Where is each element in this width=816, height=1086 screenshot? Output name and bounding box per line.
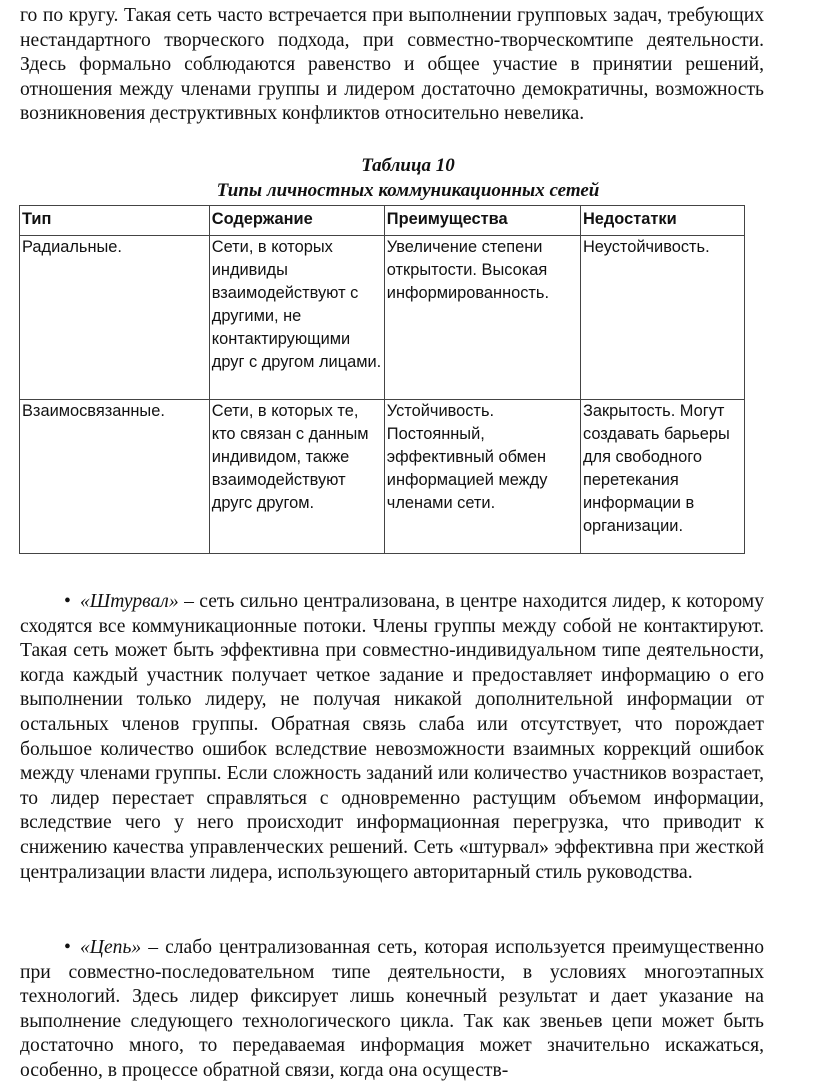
- bullet-text: – слабо централизованная сеть, которая используется преимущественно при совместно-последовательном типе деятельности, в условиях многоэтапных технологий. Здесь лидер фиксирует лишь конечный результат и дает указание на выполнение следующего технологического цикла. Так как звеньев цепи может быть достаточно много, то передаваемая информация может значительно искажаться, особенно, в процессе обратной связи, когда она осуществ-: [20, 937, 764, 1081]
- table-row: [20, 236, 745, 400]
- header-advantages: Преимущества: [384, 206, 580, 236]
- cell-disadvantages: Закрытость. Могут создавать барьеры для свободного перетекания информации в организации.: [580, 400, 744, 554]
- table-header-row: [20, 206, 745, 236]
- cell-advantages: Увеличение степени открытости. Высокая информированность.: [384, 236, 580, 400]
- bullet-term: «Цепь»: [80, 937, 142, 958]
- header-content: Содержание: [209, 206, 384, 236]
- bullet-item-shturval: [20, 590, 764, 885]
- table-number: Таблица 10: [361, 155, 455, 176]
- bullet-item-chain: [20, 936, 764, 1084]
- bullet-marker: •: [64, 591, 71, 612]
- header-disadvantages: Недостатки: [580, 206, 744, 236]
- table-row: [20, 400, 745, 554]
- cell-type: Радиальные.: [20, 236, 210, 400]
- intro-paragraph: го по кругу. Такая сеть часто встречается при выполнении групповых задач, требующих нестандартного творческого подхода, при совместно-творческомтипе деятельности. Здесь формально соблюдаются равенство и общее участие в принятии решений, отношения между членами группы и лидером достаточно демократичны, возможность возникновения деструктивных конфликтов относительно невелика.: [20, 5, 764, 125]
- cell-type: Взаимосвязанные.: [20, 400, 210, 554]
- header-type: Тип: [20, 206, 210, 236]
- table-title: Типы личностных коммуникационных сетей: [216, 180, 600, 201]
- communication-networks-table: [19, 205, 745, 554]
- cell-advantages: Устойчивость. Постоянный, эффективный обмен информацией между членами сети.: [384, 400, 580, 554]
- bullet-term: «Штурвал»: [80, 591, 179, 612]
- cell-content: Сети, в которых те, кто связан с данным индивидом, также взаимодействуют другс другом.: [209, 400, 384, 554]
- bullet-marker: •: [64, 937, 71, 958]
- cell-content: Сети, в которых индивиды взаимодействуют с другими, не контактирующими друг с другом лицами.: [209, 236, 384, 400]
- bullet-text: – сеть сильно централизована, в центре находится лидер, к которому сходятся все коммуникационные потоки. Члены группы между собой не контактируют. Такая сеть может быть эффективна при совместно-индивидуальном типе деятельности, когда каждый участник получает четкое задание и предоставляет информацию о его выполнении только лидеру, не получая никакой дополнительной информации от остальных членов группы. Обратная связь слаба или отсутствует, что порождает большое количество ошибок вследствие невозможности взаимных коррекций ошибок между членами группы. Если сложность заданий или количество участников возрастает, то лидер перестает справляться с одновременно растущим объемом информации, вследствие чего у него происходит информационная перегрузка, что приводит к снижению качества управленческих решений. Сеть «штурвал» эффективна при жесткой централизации власти лидера, использующего авторитарный стиль руководства.: [20, 591, 764, 883]
- cell-disadvantages: Неустойчивость.: [580, 236, 744, 400]
